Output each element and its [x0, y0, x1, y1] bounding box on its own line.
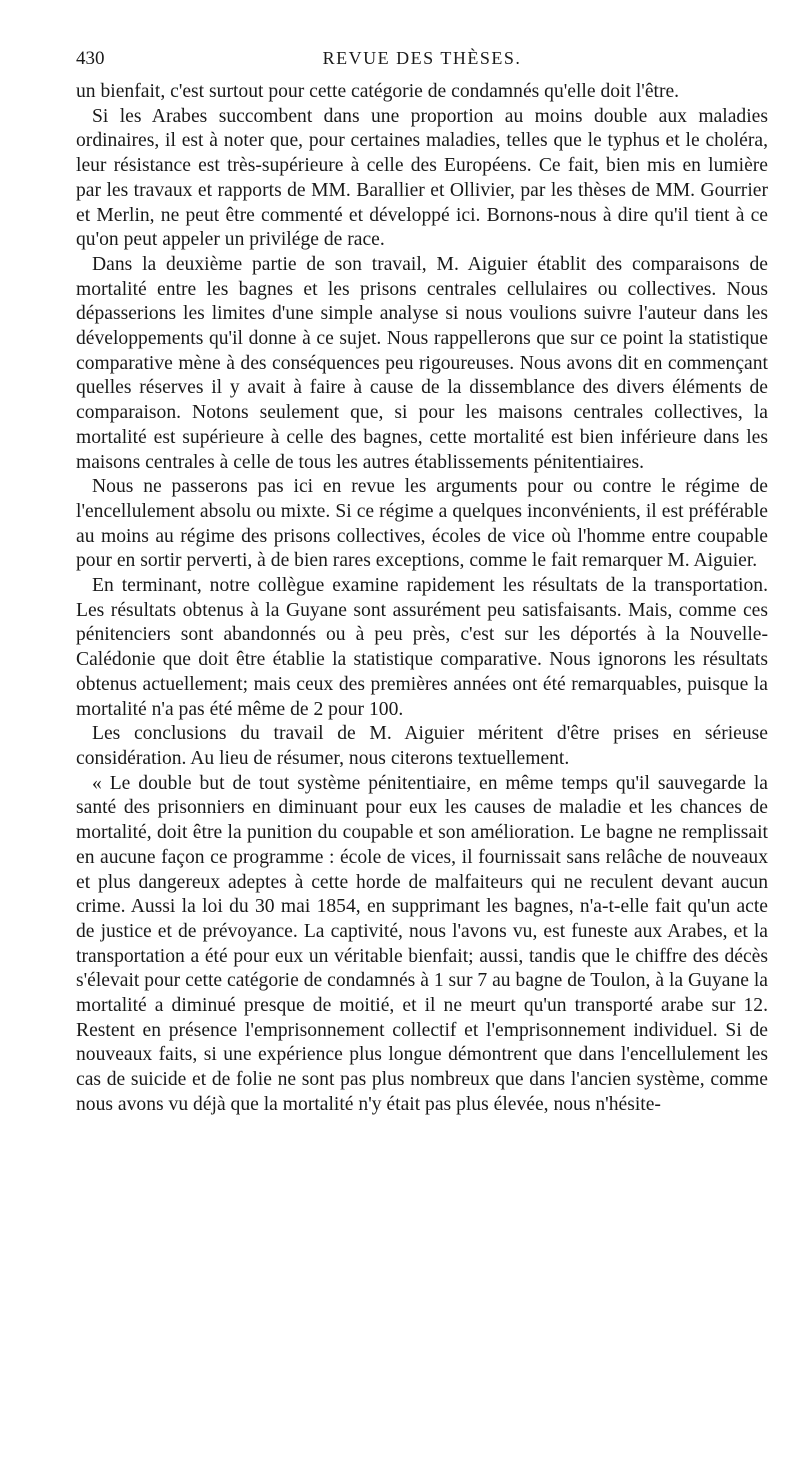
- paragraph: Si les Arabes succombent dans une proportion au moins double aux maladies ordinaires, il est à noter que, pour certaines maladies, telles que le typhus et le choléra, leur résistance est très-supérieure à celle des Européens. Ce fait, bien mis en lumière par les travaux et rapports de MM. Barallier et Ollivier, par les thèses de MM. Gourrier et Merlin, ne peut être commenté et développé ici. Bornons-nous à dire qu'il tient à ce qu'on peut appeler un privilége de race.: [76, 105, 768, 251]
- paragraph: Nous ne passerons pas ici en revue les arguments pour ou contre le régime de l'encellulement absolu ou mixte. Si ce régime a quelques inconvénients, il est préférable au moins au régime des prisons collectives, écoles de vice où l'homme entre coupable pour en sortir perverti, à de bien rares exceptions, comme le fait remarquer M. Aiguier.: [76, 476, 768, 572]
- running-title: REVUE DES THÈSES.: [322, 48, 522, 68]
- page-header: [76, 48, 768, 74]
- quotation-paragraph: « Le double but de tout système pénitentiaire, en même temps qu'il sauvegarde la santé des prisonniers en diminuant pour eux les causes de maladie et les chances de mortalité, doit être la punition du coupable et son amélioration. Le bagne ne remplissait en aucune façon ce programme : école de vices, il fournissait sans relâche de nouveaux et plus dangereux adeptes à cette horde de malfaiteurs qui ne reculent devant aucun crime. Aussi la loi du 30 mai 1854, en supprimant les bagnes, n'a-t-elle fait qu'un acte de justice et de prévoyance. La captivité, nous l'avons vu, est funeste aux Arabes, et la transportation a été pour eux un véritable bienfait; aussi, tandis que le chiffre des décès s'élevait pour cette catégorie de condamnés à 1 sur 7 au bagne de Toulon, à la Guyane la mortalité a diminué presque de moitié, et il ne meurt qu'un transporté arabe sur 12. Restent en présence l'emprisonnement collectif et l'emprisonnement individuel. Si de nouveaux faits, si une expérience plus longue démontrent que dans l'encellulement les cas de suicide et de folie ne sont pas plus nombreux que dans l'ancien système, comme nous avons vu déjà que la mortalité n'y était pas plus élevée, nous n'hésite-: [76, 772, 768, 1115]
- page-number: 430: [76, 48, 105, 69]
- paragraph: Dans la deuxième partie de son travail, M. Aiguier établit des comparaisons de mortalité entre les bagnes et les prisons centrales cellulaires ou collectives. Nous dépasserions les limites d'une simple analyse si nous voulions suivre l'auteur dans les développements qu'il donne à ce sujet. Nous rappellerons que sur ce point la statistique comparative mène à des conséquences peu rigoureuses. Nous avons dit en commençant quelles réserves il y avait à faire à cause de la dissemblance des divers éléments de comparaison. Notons seulement que, si pour les maisons centrales collectives, la mortalité est supérieure à celle des bagnes, cette mortalité est bien inférieure dans les maisons centrales à celle de tous les autres établissements pénitentiaires.: [76, 253, 768, 473]
- paragraph: Les conclusions du travail de M. Aiguier méritent d'être prises en sérieuse considération. Au lieu de résumer, nous citerons textuellement.: [76, 723, 768, 769]
- paragraph: En terminant, notre collègue examine rapidement les résultats de la transportation. Les résultats obtenus à la Guyane sont assurément peu satisfaisants. Mais, comme ces pénitenciers sont abandonnés ou à peu près, c'est sur les déportés à la Nouvelle-Calédonie que doit être établie la statistique comparative. Nous ignorons les résultats obtenus actuellement; mais ceux des premières années ont été remarquables, puisque la mortalité n'a pas été même de 2 pour 100.: [76, 575, 768, 720]
- paragraph: un bienfait, c'est surtout pour cette catégorie de condamnés qu'elle doit l'être.: [76, 81, 680, 102]
- body-text: [76, 80, 768, 1118]
